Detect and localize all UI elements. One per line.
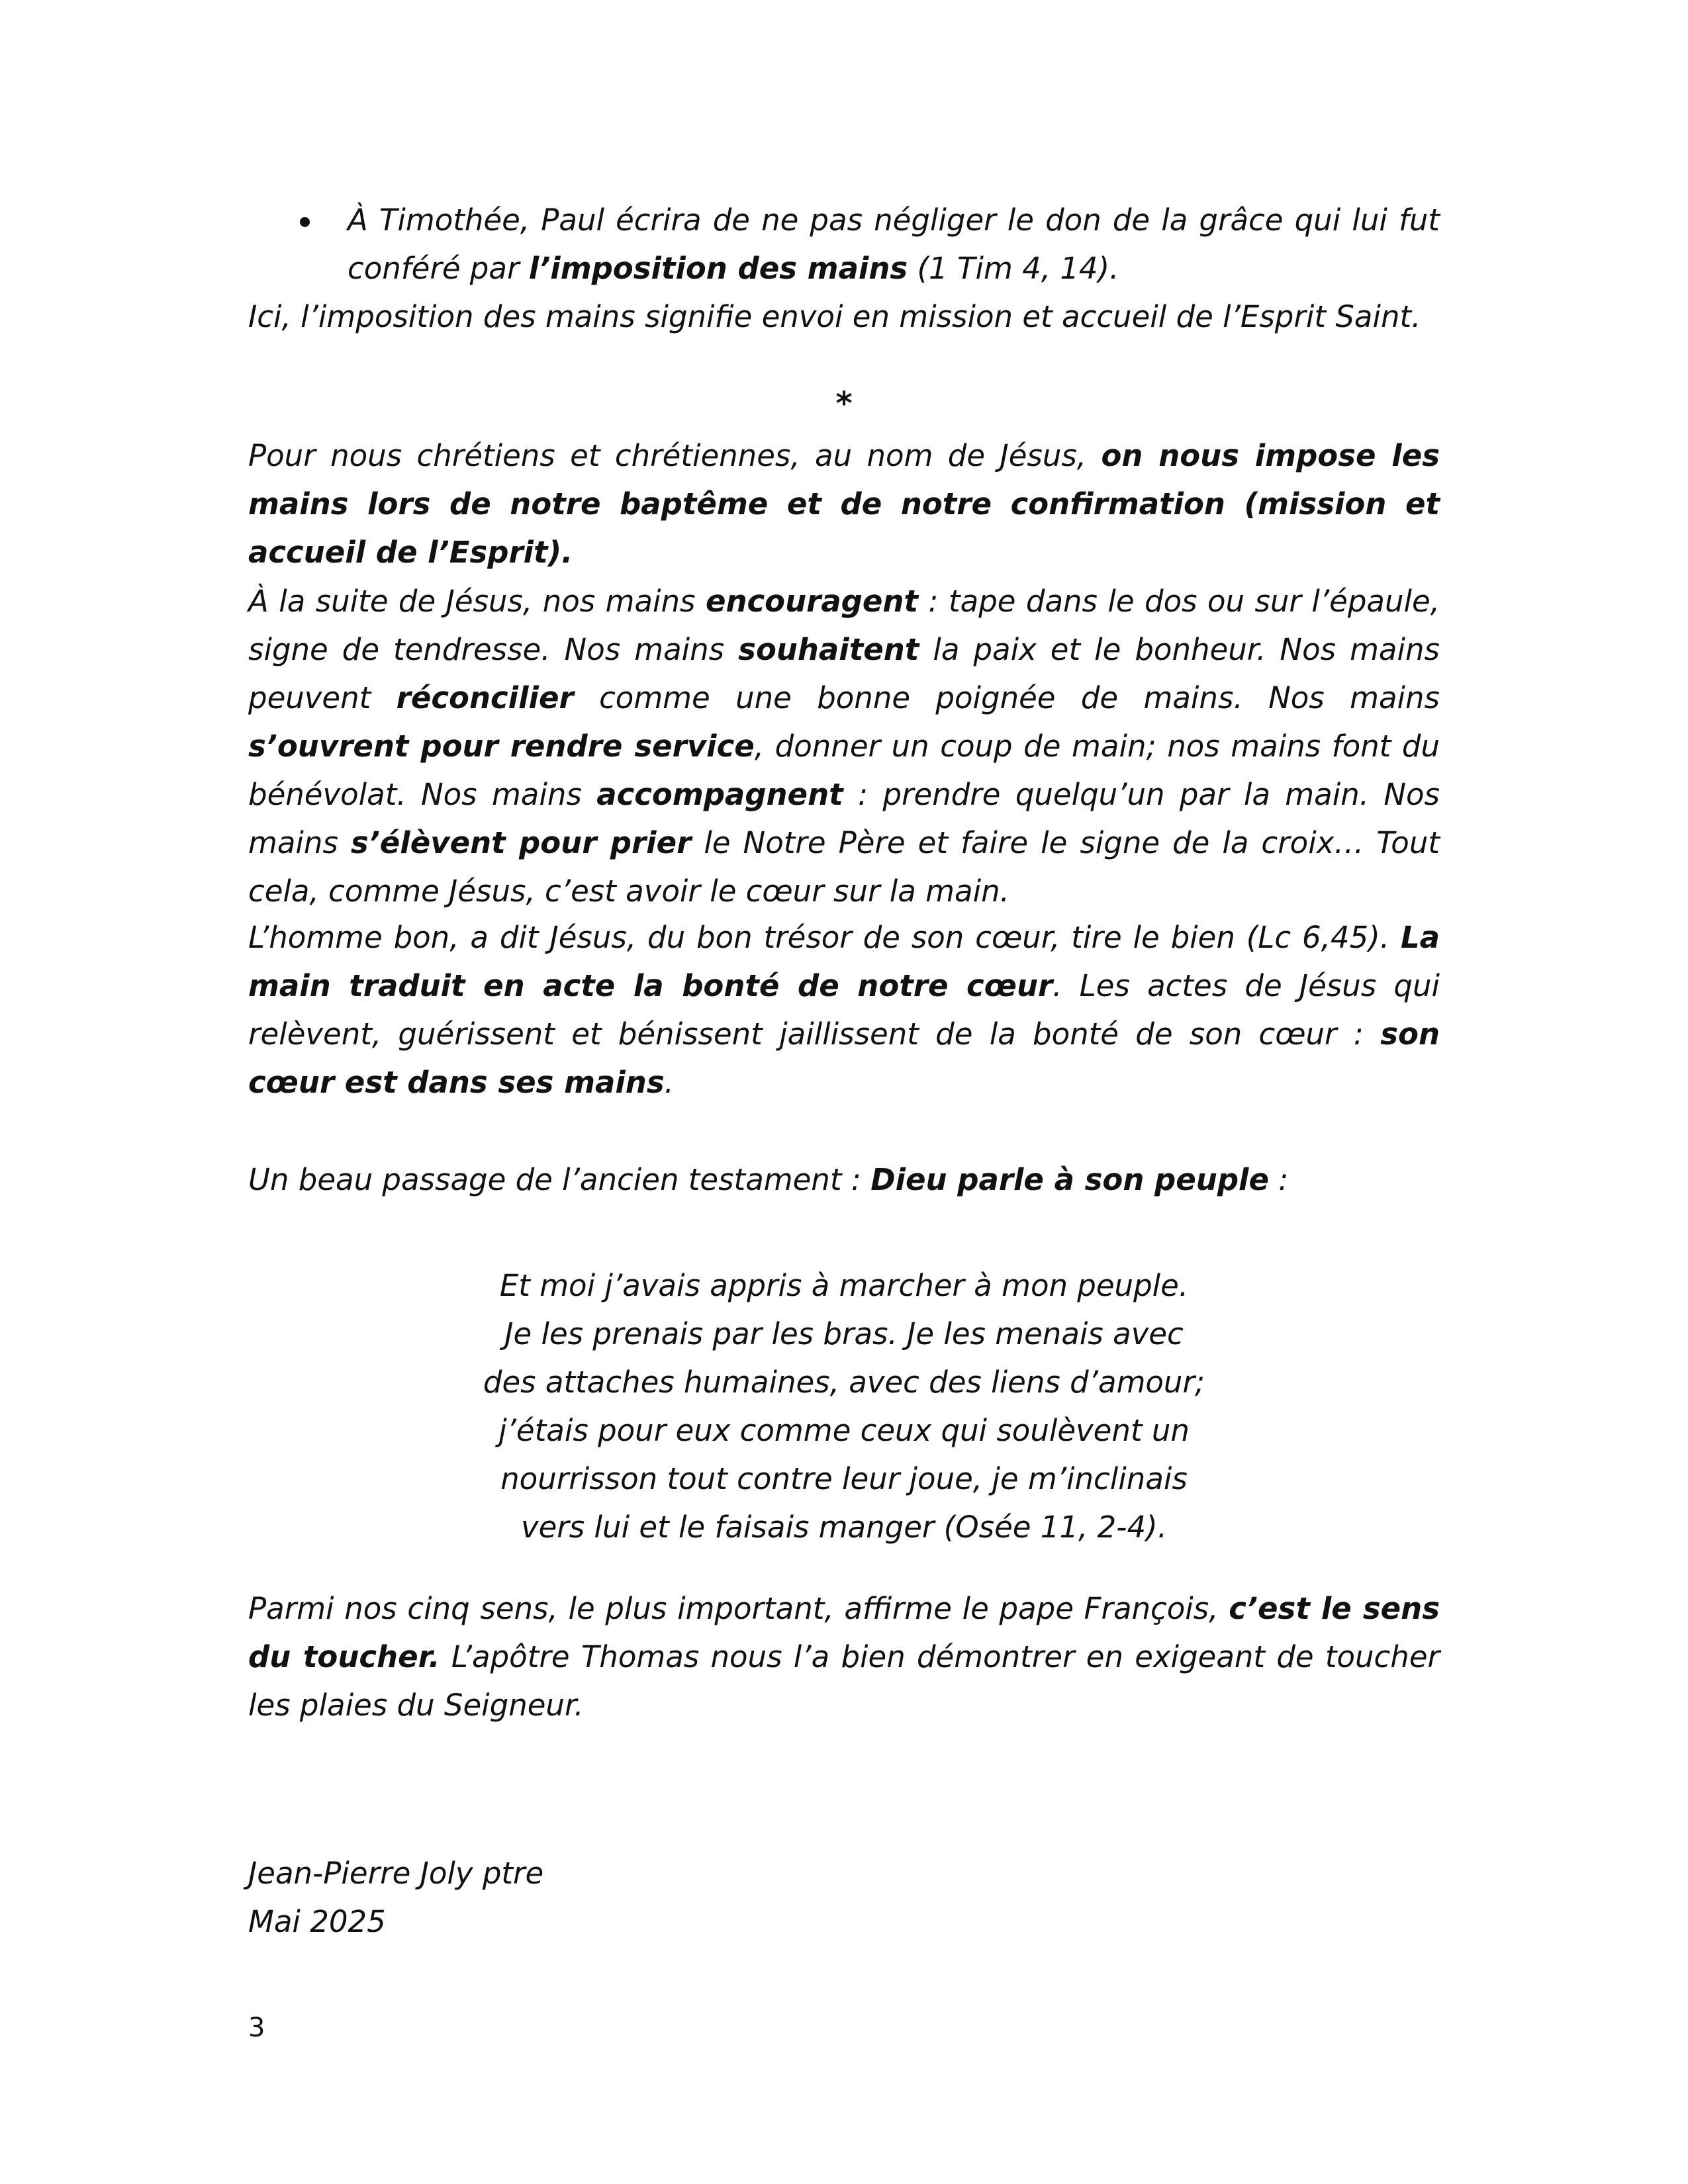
paragraph-old-testament: Un beau passage de l’ancien testament : Dieu parle à son peuple : <box>248 1162 1289 1197</box>
page-number: 3 <box>248 2013 265 2043</box>
signature-date: Mai 2025 <box>248 1904 386 1939</box>
quote-line: vers lui et le faisais manger (Osée 11, 2-4). <box>520 1510 1168 1545</box>
quote-line: j’étais pour eux comme ceux qui soulèvent un <box>498 1413 1190 1448</box>
bullet-icon <box>300 217 310 227</box>
signature <box>248 1849 543 1946</box>
paragraph-good-man: L’homme bon, a dit Jésus, du bon trésor de son cœur, tire le bien (Lc 6,45). La main traduit en acte la bonté de notre cœur. Les actes de Jésus qui relèvent, guérissent et bénissent jaillissent de la bonté de son cœur : son cœur est dans ses mains. <box>248 920 1440 1100</box>
quote-line: nourrisson tout contre leur joue, je m’inclinais <box>500 1461 1188 1496</box>
quote-line: Et moi j’avais appris à marcher à mon peuple. <box>499 1268 1189 1303</box>
paragraph-touch: Parmi nos cinq sens, le plus important, affirme le pape François, c’est le sens du toucher. L’apôtre Thomas nous l’a bien démontrer en exigeant de toucher les plaies du Seigneur. <box>248 1591 1440 1723</box>
paragraph-baptism: Pour nous chrétiens et chrétiennes, au nom de Jésus, on nous impose les mains lors de notre baptême et de notre confirmation (mission et accueil de l’Esprit). <box>248 438 1440 570</box>
author-name: Jean-Pierre Joly ptre <box>248 1856 544 1891</box>
bullet-text: À Timothée, Paul écrira de ne pas négliger le don de la grâce qui lui fut conféré par l’imposition des mains (1 Tim 4, 14). <box>348 203 1440 286</box>
paragraph-hands: À la suite de Jésus, nos mains encouragent : tape dans le dos ou sur l’épaule, signe de tendresse. Nos mains souhaitent la paix et le bonheur. Nos mains peuvent réconcilier comme une bonne poignée de mains. Nos mains s’ouvrent pour rendre service, donner un coup de main; nos mains font du bénévolat. Nos mains accompagnent : prendre quelqu’un par la main. Nos mains s’élèvent pour prier le Notre Père et faire le signe de la croix… Tout cela, comme Jésus, c’est avoir le cœur sur la main. <box>248 584 1440 909</box>
section-separator: * <box>835 385 853 422</box>
ici-paragraph: Ici, l’imposition des mains signifie envoi en mission et accueil de l’Esprit Saint. <box>248 299 1421 334</box>
quotation-hosea <box>463 1261 1225 1551</box>
quote-line: Je les prenais par les bras. Je les menais avec <box>504 1316 1184 1351</box>
quote-line: des attaches humaines, avec des liens d’amour; <box>483 1365 1205 1400</box>
